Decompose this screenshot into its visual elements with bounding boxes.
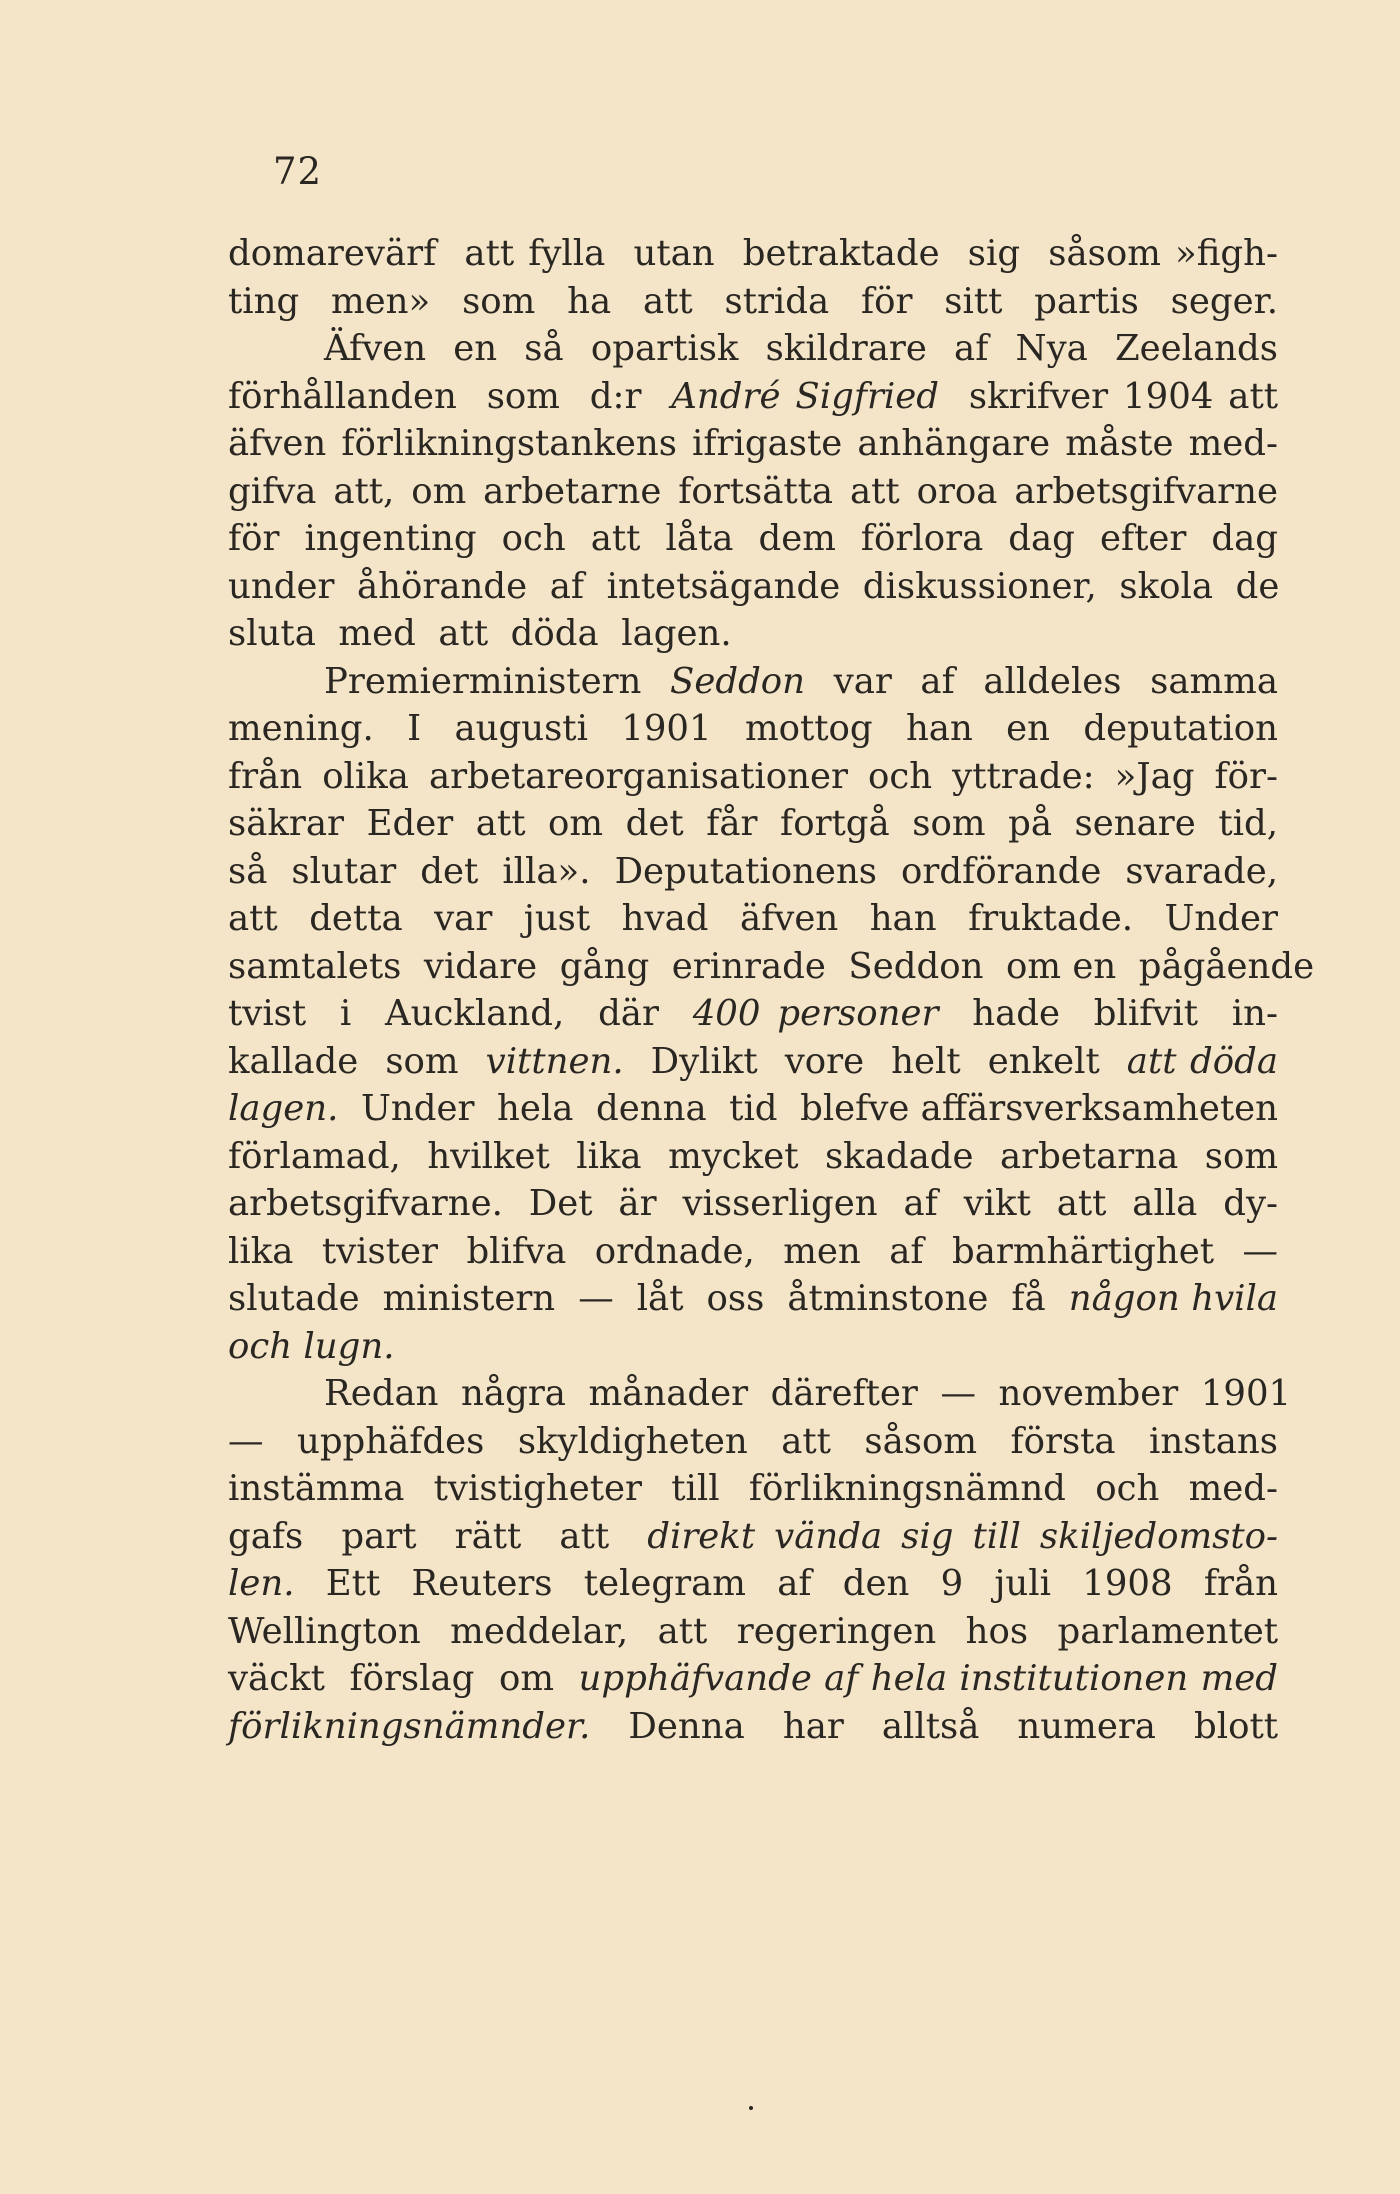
- italic-text: och lugn.: [228, 1325, 395, 1367]
- text-run: Premierministern: [324, 660, 671, 702]
- text-run: lika tvister blifva ordnade, men af barmhärtighet —: [228, 1230, 1278, 1272]
- text-run: Wellington meddelar, att regeringen hos parlamentet: [228, 1610, 1278, 1652]
- text-line: [228, 1228, 1278, 1276]
- text-line: [228, 1133, 1278, 1181]
- text-run: att detta var just hvad äfven han fruktade. Under: [228, 898, 1278, 939]
- italic-text: Seddon: [670, 660, 806, 702]
- text-line: [228, 658, 1278, 706]
- text-line: [228, 278, 1278, 326]
- text-line: [228, 230, 1278, 278]
- text-run: hade blifvit in-: [938, 993, 1278, 1034]
- italic-text: någon hvila: [1068, 1278, 1278, 1319]
- text-line: [228, 1418, 1278, 1466]
- text-line: [228, 373, 1278, 421]
- text-line: [228, 468, 1278, 516]
- text-line: [228, 1038, 1278, 1086]
- text-line: [228, 1560, 1278, 1608]
- page-number: 72: [273, 150, 323, 193]
- text-line: [228, 753, 1278, 801]
- text-line: [228, 1513, 1278, 1561]
- text-run: Ett Reuters telegram af den 9 juli 1908 från: [294, 1563, 1278, 1604]
- ink-speck: [749, 2106, 753, 2110]
- text-line: [228, 800, 1278, 848]
- text-line: [228, 895, 1278, 943]
- text-line: [228, 1180, 1278, 1228]
- text-run: var af alldeles samma: [805, 660, 1278, 702]
- text-run: arbetsgifvarne. Det är visserligen af vikt att alla dy-: [228, 1183, 1278, 1224]
- italic-text: upphäfvande af hela institutionen med: [578, 1658, 1278, 1699]
- text-run: äfven förlikningstankens ifrigaste anhängare måste med-: [228, 423, 1278, 464]
- text-line: [228, 563, 1278, 611]
- text-run: kallade som: [228, 1040, 486, 1082]
- text-run: förhållanden som d:r: [228, 375, 672, 417]
- text-line: [228, 990, 1278, 1038]
- text-run: Under hela denna tid blefve affärsverksamheten: [338, 1088, 1279, 1129]
- text-run: Redan några månader därefter — november 1901: [324, 1373, 1292, 1414]
- text-run: förlamad, hvilket lika mycket skadade arbetarna som: [228, 1135, 1278, 1177]
- text-line: [228, 943, 1315, 991]
- italic-text: len.: [228, 1563, 295, 1604]
- text-line: [228, 1608, 1278, 1656]
- text-run: Dylikt vore helt enkelt: [623, 1040, 1127, 1082]
- text-run: tvist i Auckland, där: [228, 993, 693, 1034]
- italic-text: vittnen.: [485, 1040, 624, 1082]
- italic-text: André Sigfried: [671, 375, 940, 417]
- text-run: gafs part rätt att: [228, 1515, 648, 1557]
- text-run: från olika arbetareorganisationer och yttrade: »Jag för-: [228, 755, 1278, 797]
- text-run: Denna har alltså numera blott: [590, 1705, 1278, 1747]
- text-run: väckt förslag om: [228, 1658, 579, 1699]
- italic-text: 400 personer: [692, 993, 939, 1034]
- text-line: [228, 1370, 1292, 1418]
- text-run: — upphäfdes skyldigheten att såsom första instans: [228, 1420, 1278, 1462]
- text-line: [228, 515, 1278, 563]
- text-run: gifva att, om arbetarne fortsätta att oroa arbetsgifvarne: [228, 470, 1278, 512]
- text-run: så slutar det illa». Deputationens ordförande svarade,: [228, 850, 1278, 892]
- text-run: Äfven en så opartisk skildrare af Nya Zeelands: [324, 328, 1278, 369]
- text-run: samtalets vidare gång erinrade Seddon om en pågående: [228, 945, 1315, 987]
- italic-text: direkt vända sig till skiljedomsto-: [647, 1515, 1278, 1557]
- text-line: [228, 610, 1278, 658]
- text-run: instämma tvistigheter till förlikningsnämnd och med-: [228, 1468, 1278, 1509]
- text-run: slutade ministern — låt oss åtminstone få: [228, 1278, 1069, 1319]
- italic-text: förlikningsnämnder.: [228, 1705, 591, 1747]
- text-line: [228, 1703, 1278, 1751]
- italic-text: att döda: [1126, 1040, 1278, 1082]
- text-line: [228, 1275, 1278, 1323]
- text-run: ting men» som ha att strida för sitt partis seger.: [228, 280, 1278, 322]
- text-run: domarevärf att fylla utan betraktade sig såsom »figh-: [228, 233, 1278, 274]
- text-line: [228, 1323, 1278, 1371]
- text-run: mening. I augusti 1901 mottog han en deputation: [228, 708, 1278, 749]
- body-text: [228, 230, 1315, 1750]
- italic-text: lagen.: [228, 1088, 339, 1129]
- text-line: [228, 1465, 1278, 1513]
- text-line: [228, 848, 1278, 896]
- text-line: [228, 705, 1278, 753]
- text-line: [228, 1655, 1278, 1703]
- text-run: under åhörande af intetsägande diskussioner, skola de: [228, 565, 1280, 607]
- text-line: [228, 420, 1278, 468]
- text-run: skrifver 1904 att: [939, 375, 1278, 417]
- text-line: [228, 1085, 1278, 1133]
- text-run: sluta med att döda lagen.: [228, 613, 732, 654]
- text-line: [228, 325, 1278, 373]
- text-run: säkrar Eder att om det får fortgå som på senare tid,: [228, 803, 1278, 844]
- text-run: för ingenting och att låta dem förlora dag efter dag: [228, 518, 1278, 559]
